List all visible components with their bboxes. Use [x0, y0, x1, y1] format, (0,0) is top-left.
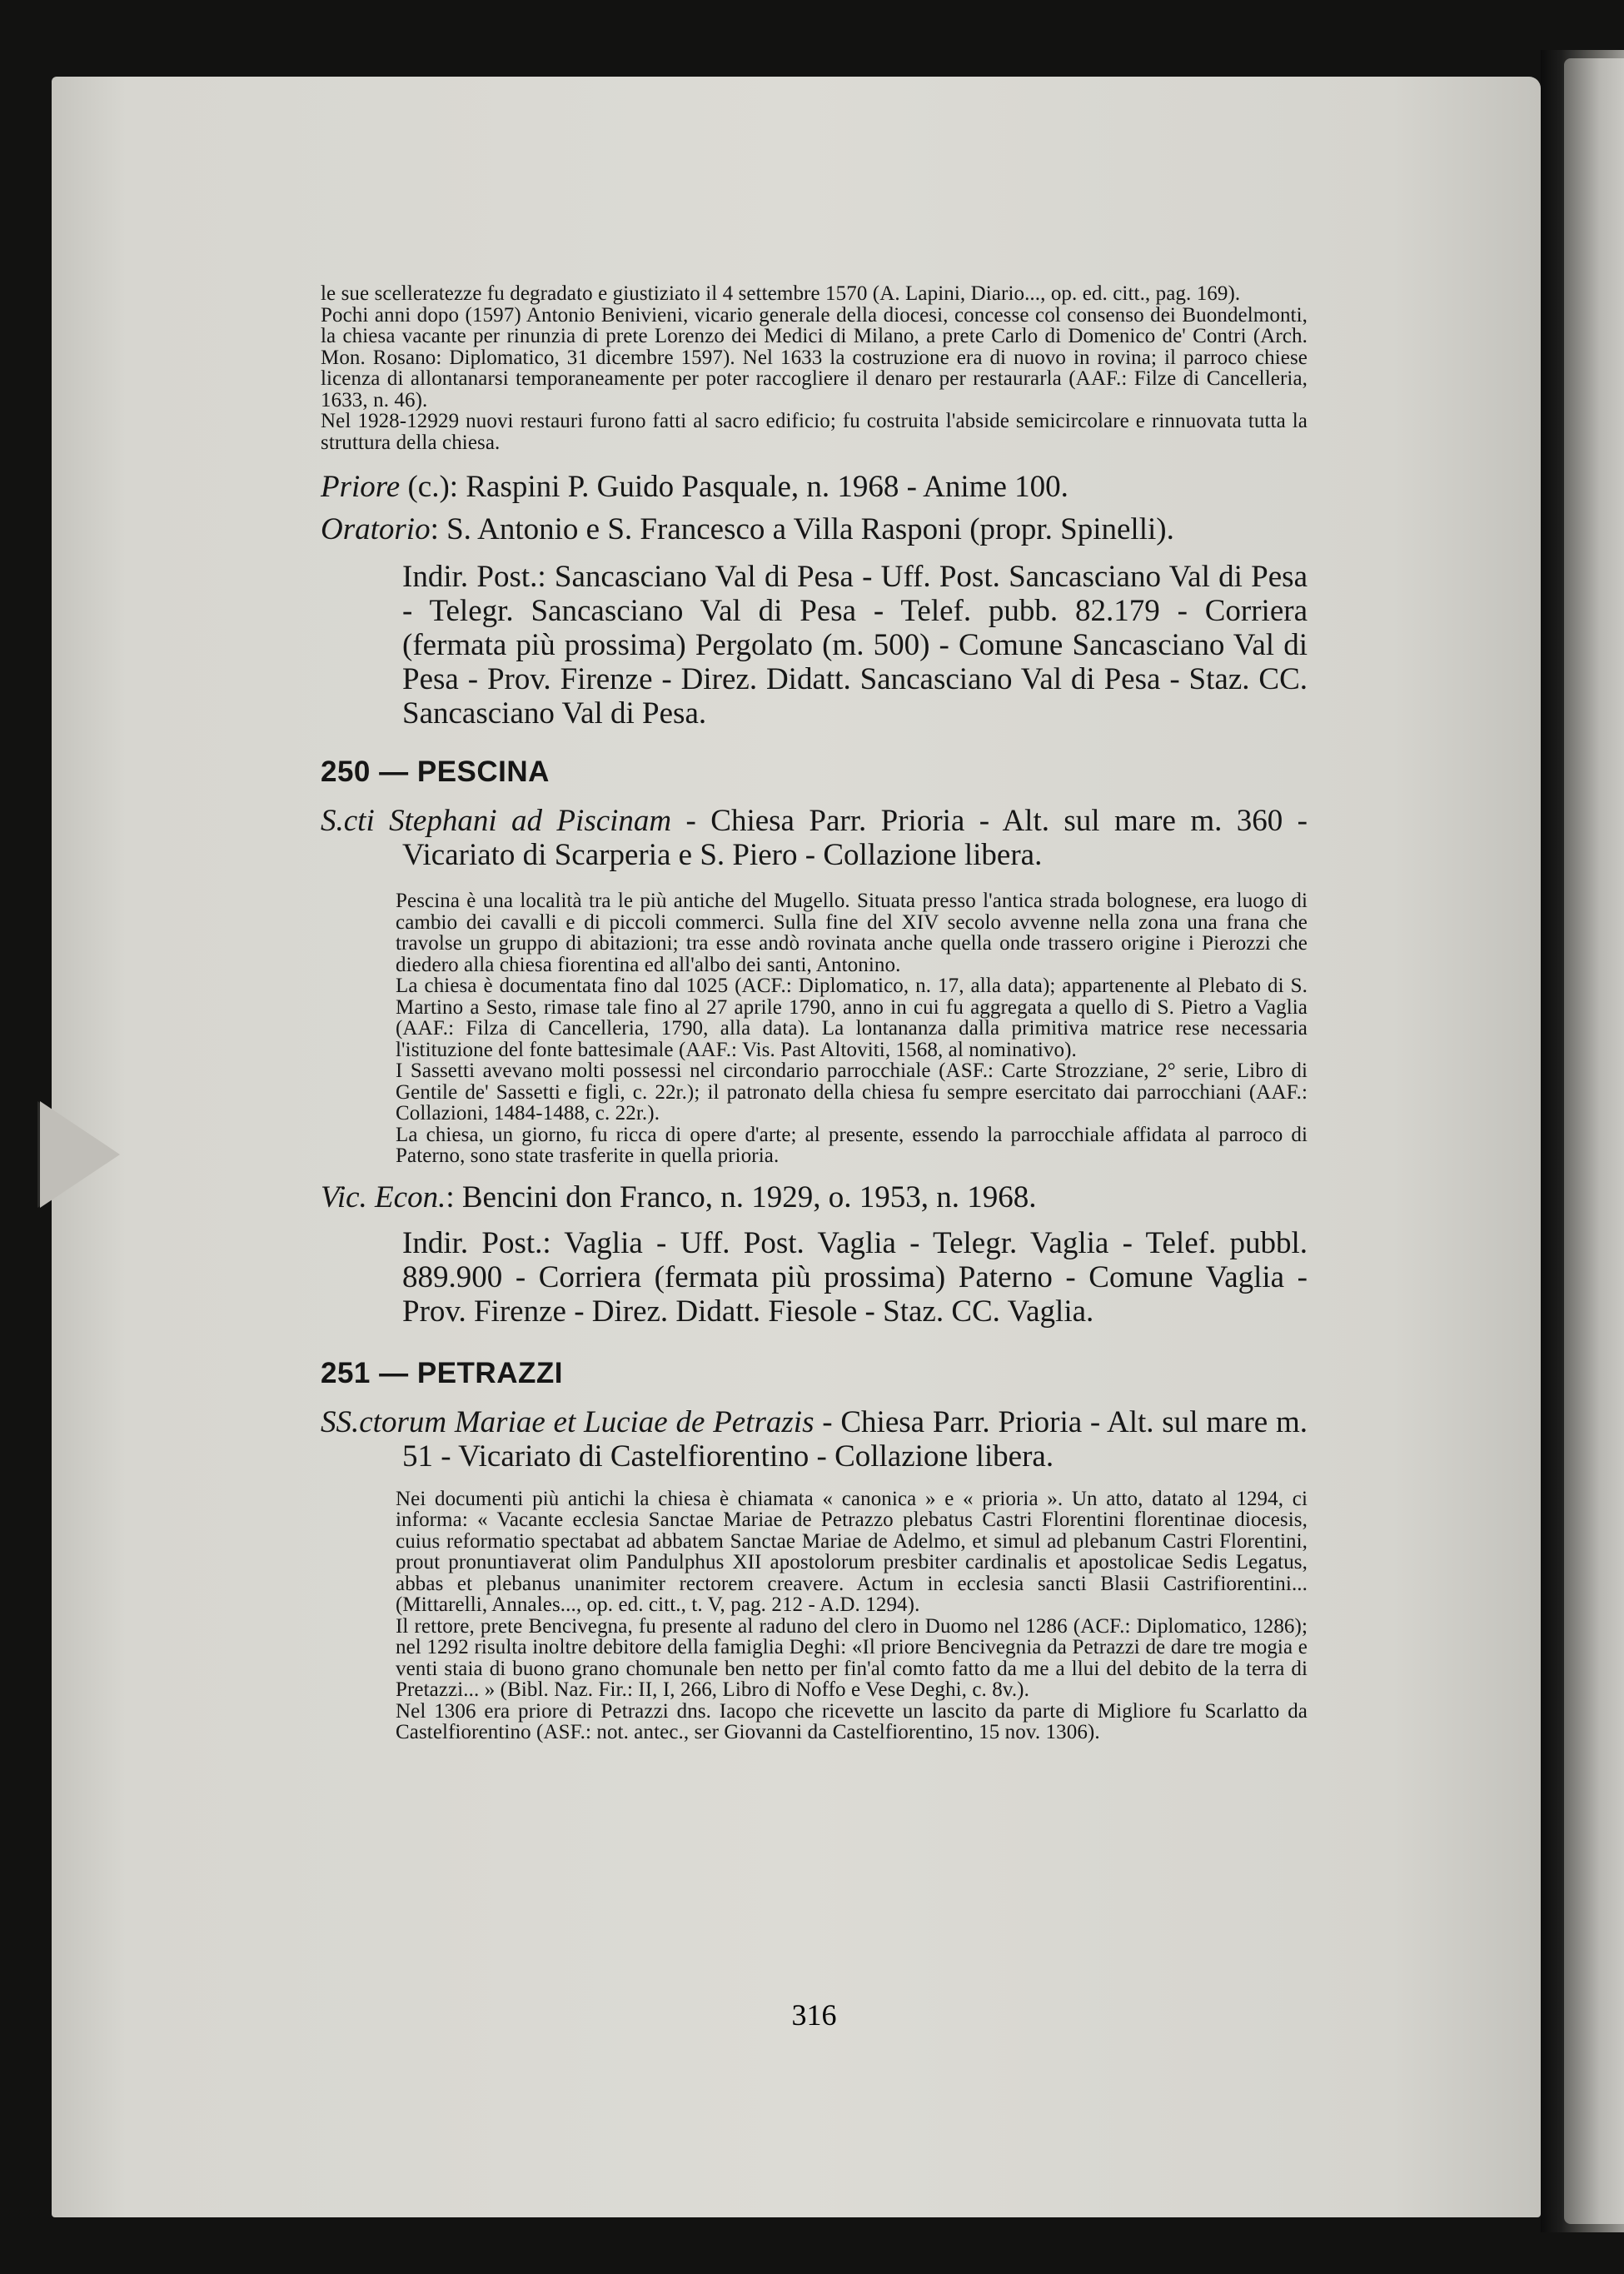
church-details-250: - Chiesa Parr. Prioria - Alt. sul mare m. 360 - Vicariato di Scarperia e S. Piero - Collazione libera. — [402, 804, 1308, 872]
page-number: 316 — [791, 1998, 837, 2032]
note-paragraph: La chiesa è documentata fino dal 1025 (ACF.: Diplomatico, n. 17, alla data); appartenente al Plebato di S. Martino a Sesto, rimase tale fino al 27 aprile 1790, anno in cui fu aggregata a quello di S. Pietro a Vaglia (AAF.: Filza di Cancelleria, 1790, alla data). La lontananza dalla primitiva matrice rese necessaria l'istituzione del fonte battesimale (AAF.: Vis. Past Altoviti, 1568, al nominativo). — [396, 975, 1308, 1061]
note-paragraph: Nei documenti più antichi la chiesa è chiamata « canonica » e « prioria ». Un atto, datato al 1294, ci informa: « Vacante ecclesia Sanctae Mariae de Petrazzo plebatus Castri Florentini florentinae diocesis, cuius reformatio spectabat ad abbatem Sanctae Mariae de Adelmo, et simul ad plebanum Castri Florentini, prout pronuntiaverat olim Pandulphus XII apostolorum presbiter cardinalis et apostolicae Sedis Legatus, abbas et plebanus unanimiter rectorem creavere. Actum in ecclesia sancti Blasii Castrifiorentini... (Mittarelli, Annales..., op. ed. citt., t. V, pag. 212 - A.D. 1294). — [396, 1487, 1308, 1616]
church-details-251: - Chiesa Parr. Prioria - Alt. sul mare m. 51 - Vicariato di Castelfiorentino - Collazione libera. — [402, 1404, 1308, 1474]
section-heading-251: 251 — PETRAZZI — [321, 1356, 563, 1389]
vic-econ-line — [321, 1180, 1308, 1214]
section-heading-250: 250 — PESCINA — [321, 756, 550, 788]
note-top — [321, 283, 1308, 453]
indir-249: Indir. Post.: Sancasciano Val di Pesa - Uff. Post. Sancasciano Val di Pesa - Telegr. Sancasciano Val di Pesa - Telef. pubb. 82.179 - Corriera (fermata più prossima) Pergolato (m. 500) - Comune Sancasciano Val di Pesa - Prov. Firenze - Direz. Didatt. Sancasciano Val di Pesa - Staz. CC. Sancasciano Val di Pesa. — [402, 560, 1308, 731]
page-clip-tab — [40, 1101, 120, 1208]
page-content — [321, 283, 1308, 1743]
church-name-251: SS.ctorum Mariae et Luciae de Petrazis — [321, 1404, 814, 1439]
note-paragraph: I Sassetti avevano molti possessi nel circondario parrocchiale (ASF.: Carte Strozziane, 2° serie, Libro di Gentile de' Sassetti e figli, c. 22r.); il patronato della chiesa fu sempre esercitato dai parrocchiani (AAF.: Collazioni, 1484-1488, c. 22r.). — [396, 1060, 1308, 1125]
oratorio-text: S. Antonio e S. Francesco a Villa Rasponi (propr. Spinelli). — [438, 512, 1174, 546]
church-line-250 — [321, 804, 1308, 872]
facing-page-edge — [1564, 58, 1624, 2224]
note-paragraph: Nel 1306 era priore di Petrazzi dns. Iacopo che ricevette un lascito da parte di Migliore fu Scarlatto da Castelfiorentino (ASF.: not. antec., ser Giovanni da Castelfiorentino, 15 nov. 1306). — [396, 1699, 1308, 1743]
note-paragraph: La chiesa, un giorno, fu ricca di opere d'arte; al presente, essendo la parrocchiale affidata al parroco di Paterno, sono state trasferite in quella prioria. — [396, 1123, 1308, 1167]
oratorio-label: Oratorio — [321, 512, 431, 546]
oratorio-suffix: : — [430, 512, 439, 546]
priore-line — [321, 470, 1308, 504]
notes-250 — [396, 890, 1308, 1167]
notes-251 — [396, 1489, 1308, 1743]
oratorio-line — [321, 512, 1308, 546]
priore-suffix: (c.): — [400, 470, 459, 504]
priore-text: Raspini P. Guido Pasquale, n. 1968 - Anime 100. — [458, 470, 1069, 504]
note-paragraph: Il rettore, prete Bencivegna, fu presente al raduno del clero in Duomo nel 1286 (ACF.: Diplomatico, 1286); nel 1292 risulta inoltre debitore della famiglia Deghi: «Il priore Bencivegnia da Petrazzi de dare tre mogia e venti staia di buono grano chomunale ben netto per fin'al comto fatto da me a llui del debito de la terra di Pretazzi... » (Bibl. Naz. Fir.: II, I, 266, Libro di Noffo e Vese Deghi, c. 8v.). — [396, 1614, 1308, 1701]
vic-econ-label: Vic. Econ. — [321, 1179, 446, 1214]
note-paragraph: Pescina è una località tra le più antiche del Mugello. Situata presso l'antica strada bolognese, era luogo di cambio dei cavalli e di piccoli commerci. Sulla fine del XIV secolo avvenne nella zona una frana che travolse un gruppo di abitazioni; tra esse andò rovinata anche quella onde trassero origine i Pierozzi che diedero alla chiesa fiorentina ed all'albo dei santi, Antonino. — [396, 890, 1308, 976]
note-paragraph: le sue scelleratezze fu degradato e giustiziato il 4 settembre 1570 (A. Lapini, Diario..., op. ed. citt., pag. 169). — [321, 282, 1241, 305]
vic-econ-text: : Bencini don Franco, n. 1929, o. 1953, n. 1968. — [446, 1179, 1037, 1214]
note-paragraph: Nel 1928-12929 nuovi restauri furono fatti al sacro edificio; fu costruita l'abside semicircolare e rinnuovata tutta la struttura della chiesa. — [321, 410, 1308, 454]
note-paragraph: Pochi anni dopo (1597) Antonio Benivieni, vicario generale della diocesi, concesse col consenso dei Buondelmonti, la chiesa vacante per rinunzia di prete Lorenzo dei Medici di Milano, a prete Carlo di Domenico de' Contri (Arch. Mon. Rosano: Diplomatico, 31 dicembre 1597). Nel 1633 la costruzione era di nuovo in rovina; il parroco chiese licenza di allontanarsi temporaneamente per poter raccogliere il denaro per restaurarla (AAF.: Filze di Cancelleria, 1633, n. 46). — [321, 303, 1308, 411]
church-line-251 — [321, 1405, 1308, 1474]
church-name-250: S.cti Stephani ad Piscinam — [321, 804, 672, 838]
priore-label: Priore — [321, 470, 401, 504]
indir-250: Indir. Post.: Vaglia - Uff. Post. Vaglia - Telegr. Vaglia - Telef. pubbl. 889.900 - Corriera (fermata più prossima) Paterno - Comune Vaglia - Prov. Firenze - Direz. Didatt. Fiesole - Staz. CC. Vaglia. — [402, 1225, 1308, 1329]
